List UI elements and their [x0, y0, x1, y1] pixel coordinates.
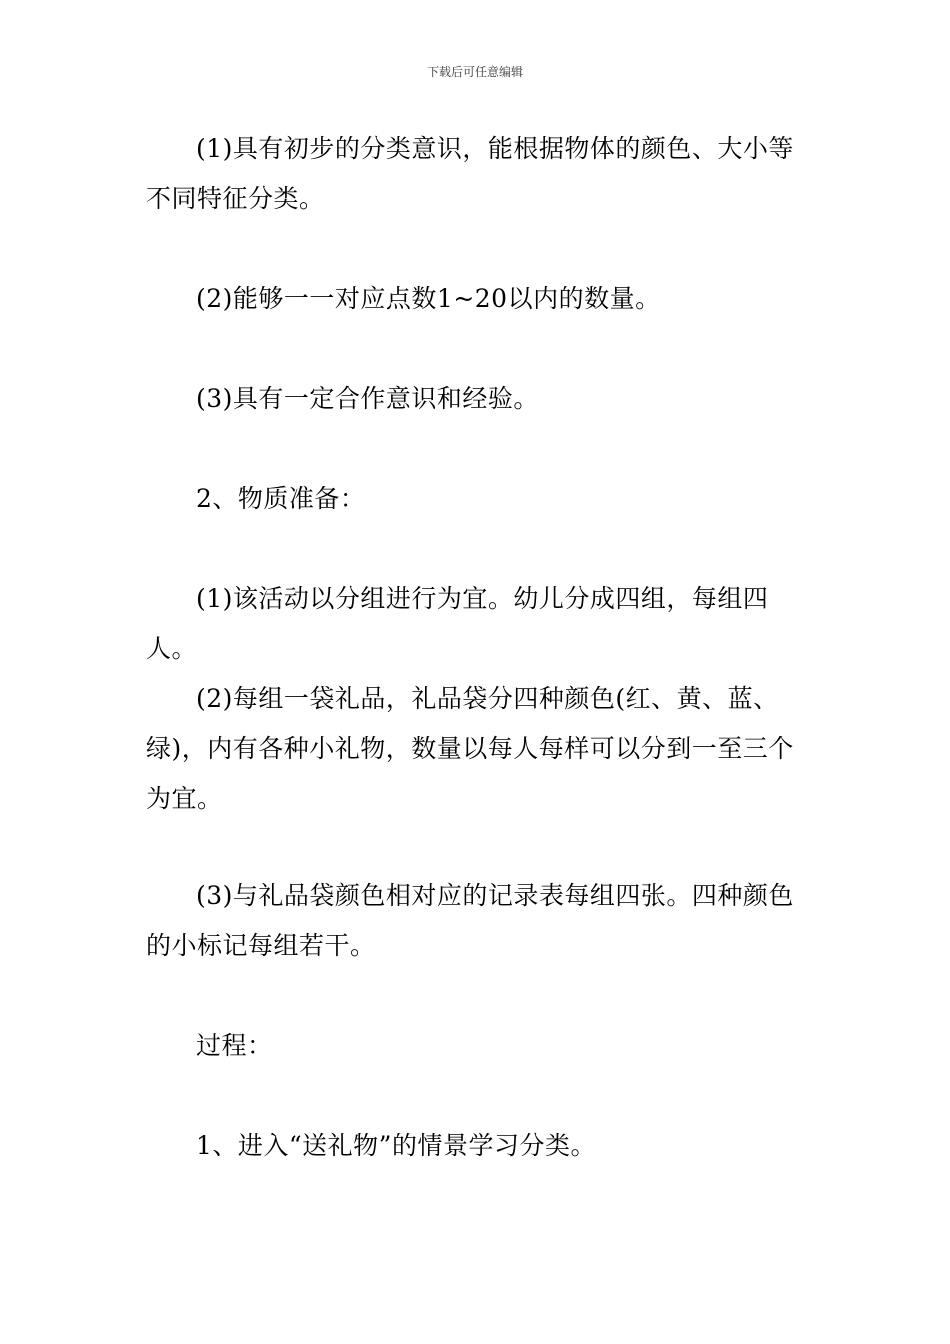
paragraph-classification-awareness: (1)具有初步的分类意识，能根据物体的颜色、大小等不同特征分类。 [146, 134, 794, 213]
paragraph-cooperation: (3)具有一定合作意识和经验。 [196, 384, 539, 413]
paragraph-grouping: (1)该活动以分组进行为宜。幼儿分成四组，每组四人。 [146, 584, 769, 663]
paragraph-process-heading: 过程： [196, 1031, 273, 1060]
page-header-note: 下载后可任意编辑 [426, 65, 523, 79]
paragraph-gift-bags: (2)每组一袋礼品，礼品袋分四种颜色(红、黄、蓝、绿)，内有各种小礼物，数量以每人每样可以分到一至三个为宜。 [146, 684, 794, 813]
paragraph-record-sheets: (3)与礼品袋颜色相对应的记录表每组四张。四种颜色的小标记每组若干。 [146, 881, 794, 960]
paragraph-step-one: 1、进入“送礼物”的情景学习分类。 [196, 1131, 596, 1160]
paragraph-materials-heading: 2、物质准备： [196, 484, 366, 513]
paragraph-counting-ability: (2)能够一一对应点数1~20以内的数量。 [196, 284, 661, 313]
